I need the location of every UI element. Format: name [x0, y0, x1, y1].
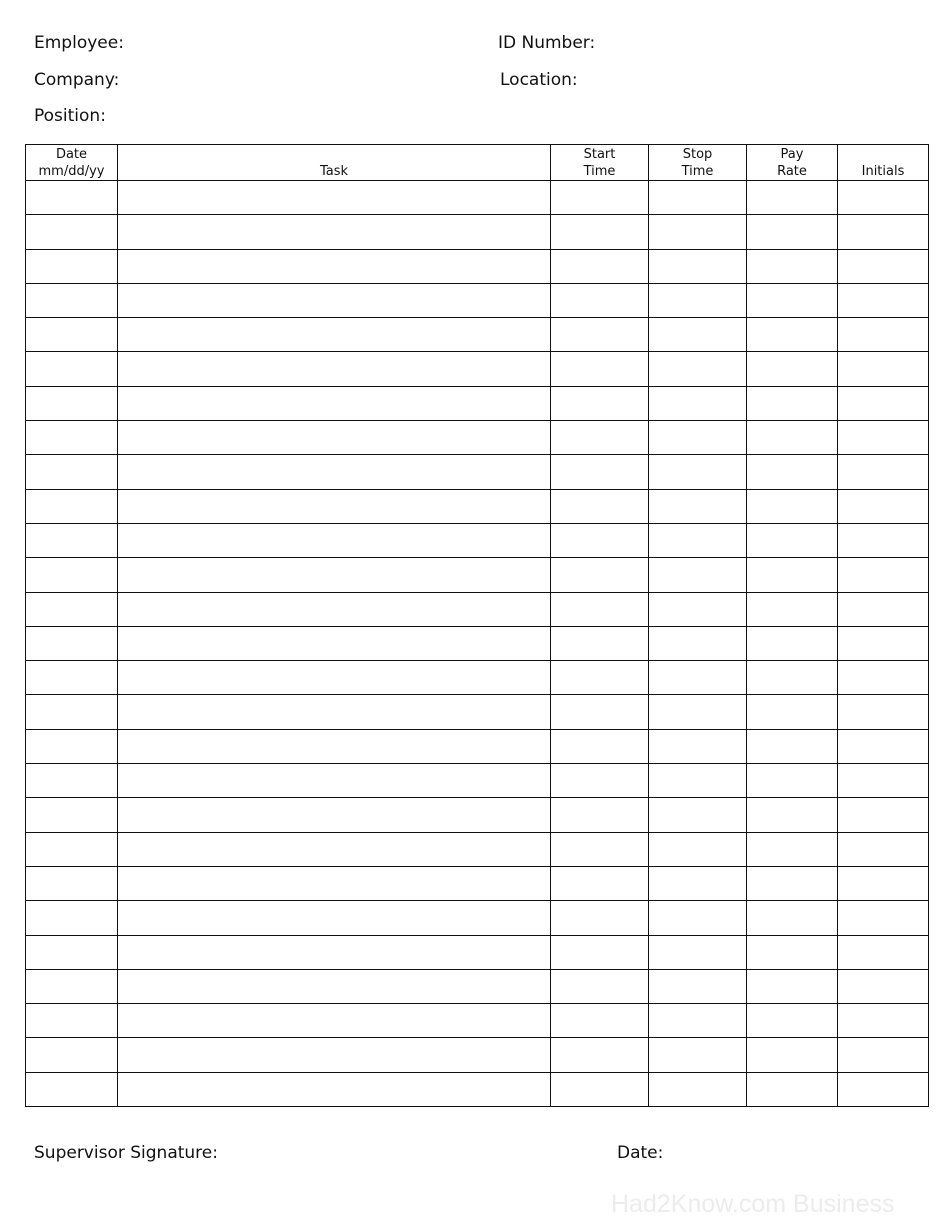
pay-rate-cell — [747, 935, 838, 969]
table-row — [26, 215, 929, 249]
task-cell — [118, 695, 551, 729]
table-row — [26, 523, 929, 557]
initials-cell — [838, 866, 929, 900]
table-row — [26, 1072, 929, 1106]
task-cell — [118, 1004, 551, 1038]
date-cell — [26, 661, 118, 695]
start-time-cell — [551, 1038, 649, 1072]
task-cell — [118, 1038, 551, 1072]
date-cell — [26, 1038, 118, 1072]
start-time-cell — [551, 592, 649, 626]
stop-time-cell — [649, 969, 747, 1003]
task-cell — [118, 592, 551, 626]
table-row — [26, 181, 929, 215]
stop-time-cell — [649, 1004, 747, 1038]
pay-rate-cell — [747, 558, 838, 592]
stop-time-cell — [649, 866, 747, 900]
column-header-start-time — [551, 145, 649, 181]
column-header-line1: Date — [55, 147, 88, 162]
table-row — [26, 695, 929, 729]
date-cell — [26, 969, 118, 1003]
task-cell — [118, 352, 551, 386]
pay-rate-cell — [747, 1072, 838, 1106]
task-cell — [118, 901, 551, 935]
stop-time-cell — [649, 764, 747, 798]
start-time-cell — [551, 318, 649, 352]
initials-cell — [838, 592, 929, 626]
id-number-label: ID Number: — [498, 33, 596, 53]
table-row — [26, 592, 929, 626]
task-cell — [118, 969, 551, 1003]
stop-time-cell — [649, 901, 747, 935]
stop-time-cell — [649, 832, 747, 866]
position-label: Position: — [34, 106, 106, 126]
start-time-cell — [551, 695, 649, 729]
start-time-cell — [551, 729, 649, 763]
pay-rate-cell — [747, 969, 838, 1003]
date-cell — [26, 832, 118, 866]
date-cell — [26, 558, 118, 592]
task-cell — [118, 283, 551, 317]
task-cell — [118, 764, 551, 798]
initials-cell — [838, 318, 929, 352]
initials-cell — [838, 1072, 929, 1106]
task-cell — [118, 729, 551, 763]
date-cell — [26, 798, 118, 832]
stop-time-cell — [649, 661, 747, 695]
column-header-line2: Task — [319, 164, 349, 179]
column-header-initials — [838, 145, 929, 181]
stop-time-cell — [649, 181, 747, 215]
table-row — [26, 421, 929, 455]
initials-cell — [838, 523, 929, 557]
table-body — [26, 181, 929, 1107]
stop-time-cell — [649, 592, 747, 626]
date-cell — [26, 421, 118, 455]
table-row — [26, 798, 929, 832]
pay-rate-cell — [747, 832, 838, 866]
stop-time-cell — [649, 421, 747, 455]
date-cell — [26, 283, 118, 317]
start-time-cell — [551, 489, 649, 523]
pay-rate-cell — [747, 592, 838, 626]
date-cell — [26, 592, 118, 626]
date-cell — [26, 215, 118, 249]
stop-time-cell — [649, 523, 747, 557]
start-time-cell — [551, 249, 649, 283]
stop-time-cell — [649, 489, 747, 523]
start-time-cell — [551, 1004, 649, 1038]
pay-rate-cell — [747, 318, 838, 352]
start-time-cell — [551, 215, 649, 249]
start-time-cell — [551, 969, 649, 1003]
stop-time-cell — [649, 455, 747, 489]
initials-cell — [838, 935, 929, 969]
date-cell — [26, 352, 118, 386]
start-time-cell — [551, 455, 649, 489]
date-cell — [26, 455, 118, 489]
start-time-cell — [551, 558, 649, 592]
column-header-line1: Pay — [780, 147, 804, 162]
start-time-cell — [551, 764, 649, 798]
task-cell — [118, 866, 551, 900]
pay-rate-cell — [747, 249, 838, 283]
table-row — [26, 455, 929, 489]
table-row — [26, 1004, 929, 1038]
column-header-line2: mm/dd/yy — [38, 164, 105, 179]
stop-time-cell — [649, 935, 747, 969]
start-time-cell — [551, 626, 649, 660]
pay-rate-cell — [747, 764, 838, 798]
table-row — [26, 489, 929, 523]
initials-cell — [838, 1038, 929, 1072]
table-row — [26, 352, 929, 386]
pay-rate-cell — [747, 283, 838, 317]
date-cell — [26, 181, 118, 215]
initials-cell — [838, 421, 929, 455]
task-cell — [118, 661, 551, 695]
column-header-task — [118, 145, 551, 181]
watermark: Had2Know.com Business — [611, 1190, 895, 1218]
initials-cell — [838, 558, 929, 592]
start-time-cell — [551, 352, 649, 386]
initials-cell — [838, 695, 929, 729]
column-header-line1: Start — [583, 147, 616, 162]
date-cell — [26, 1004, 118, 1038]
task-cell — [118, 455, 551, 489]
company-label: Company: — [34, 70, 120, 90]
table-row — [26, 729, 929, 763]
stop-time-cell — [649, 558, 747, 592]
date-label: Date: — [617, 1143, 664, 1163]
pay-rate-cell — [747, 386, 838, 420]
start-time-cell — [551, 523, 649, 557]
column-header-line1: Stop — [682, 147, 713, 162]
location-label: Location: — [500, 70, 578, 90]
stop-time-cell — [649, 729, 747, 763]
initials-cell — [838, 283, 929, 317]
initials-cell — [838, 455, 929, 489]
table-row — [26, 249, 929, 283]
pay-rate-cell — [747, 181, 838, 215]
task-cell — [118, 558, 551, 592]
start-time-cell — [551, 901, 649, 935]
pay-rate-cell — [747, 661, 838, 695]
header-row — [26, 145, 929, 181]
task-cell — [118, 386, 551, 420]
date-cell — [26, 866, 118, 900]
stop-time-cell — [649, 798, 747, 832]
initials-cell — [838, 729, 929, 763]
column-header-date — [26, 145, 118, 181]
task-cell — [118, 1072, 551, 1106]
initials-cell — [838, 661, 929, 695]
table-row — [26, 661, 929, 695]
pay-rate-cell — [747, 421, 838, 455]
table-row — [26, 558, 929, 592]
timesheet-table — [25, 144, 929, 1107]
pay-rate-cell — [747, 352, 838, 386]
pay-rate-cell — [747, 489, 838, 523]
stop-time-cell — [649, 352, 747, 386]
stop-time-cell — [649, 215, 747, 249]
pay-rate-cell — [747, 523, 838, 557]
column-header-line2: Time — [681, 164, 714, 179]
date-cell — [26, 523, 118, 557]
initials-cell — [838, 1004, 929, 1038]
start-time-cell — [551, 283, 649, 317]
stop-time-cell — [649, 386, 747, 420]
table-row — [26, 318, 929, 352]
date-cell — [26, 729, 118, 763]
pay-rate-cell — [747, 798, 838, 832]
table-row — [26, 866, 929, 900]
initials-cell — [838, 181, 929, 215]
start-time-cell — [551, 421, 649, 455]
task-cell — [118, 798, 551, 832]
start-time-cell — [551, 386, 649, 420]
stop-time-cell — [649, 249, 747, 283]
date-cell — [26, 935, 118, 969]
start-time-cell — [551, 935, 649, 969]
stop-time-cell — [649, 318, 747, 352]
date-cell — [26, 318, 118, 352]
pay-rate-cell — [747, 626, 838, 660]
column-header-line2: Time — [583, 164, 616, 179]
table-row — [26, 1038, 929, 1072]
initials-cell — [838, 832, 929, 866]
date-cell — [26, 901, 118, 935]
date-cell — [26, 1072, 118, 1106]
stop-time-cell — [649, 626, 747, 660]
initials-cell — [838, 352, 929, 386]
pay-rate-cell — [747, 215, 838, 249]
column-header-pay-rate — [747, 145, 838, 181]
initials-cell — [838, 386, 929, 420]
task-cell — [118, 935, 551, 969]
initials-cell — [838, 798, 929, 832]
task-cell — [118, 523, 551, 557]
initials-cell — [838, 764, 929, 798]
task-cell — [118, 489, 551, 523]
initials-cell — [838, 901, 929, 935]
date-cell — [26, 386, 118, 420]
initials-cell — [838, 249, 929, 283]
initials-cell — [838, 626, 929, 660]
employee-label: Employee: — [34, 33, 124, 53]
start-time-cell — [551, 832, 649, 866]
pay-rate-cell — [747, 1004, 838, 1038]
initials-cell — [838, 215, 929, 249]
task-cell — [118, 421, 551, 455]
task-cell — [118, 626, 551, 660]
pay-rate-cell — [747, 455, 838, 489]
date-cell — [26, 626, 118, 660]
initials-cell — [838, 489, 929, 523]
supervisor-signature-label: Supervisor Signature: — [34, 1143, 218, 1163]
pay-rate-cell — [747, 729, 838, 763]
task-cell — [118, 249, 551, 283]
date-cell — [26, 695, 118, 729]
table-row — [26, 626, 929, 660]
task-cell — [118, 215, 551, 249]
table-row — [26, 283, 929, 317]
pay-rate-cell — [747, 866, 838, 900]
date-cell — [26, 764, 118, 798]
table-row — [26, 969, 929, 1003]
table-row — [26, 386, 929, 420]
pay-rate-cell — [747, 901, 838, 935]
column-header-stop-time — [649, 145, 747, 181]
stop-time-cell — [649, 695, 747, 729]
start-time-cell — [551, 798, 649, 832]
start-time-cell — [551, 181, 649, 215]
start-time-cell — [551, 1072, 649, 1106]
stop-time-cell — [649, 283, 747, 317]
task-cell — [118, 318, 551, 352]
column-header-line2: Initials — [861, 164, 905, 179]
task-cell — [118, 832, 551, 866]
stop-time-cell — [649, 1072, 747, 1106]
table-row — [26, 901, 929, 935]
task-cell — [118, 181, 551, 215]
table-row — [26, 764, 929, 798]
date-cell — [26, 249, 118, 283]
start-time-cell — [551, 866, 649, 900]
date-cell — [26, 489, 118, 523]
start-time-cell — [551, 661, 649, 695]
pay-rate-cell — [747, 695, 838, 729]
table-row — [26, 832, 929, 866]
initials-cell — [838, 969, 929, 1003]
column-header-line2: Rate — [777, 164, 807, 179]
pay-rate-cell — [747, 1038, 838, 1072]
table-row — [26, 935, 929, 969]
stop-time-cell — [649, 1038, 747, 1072]
